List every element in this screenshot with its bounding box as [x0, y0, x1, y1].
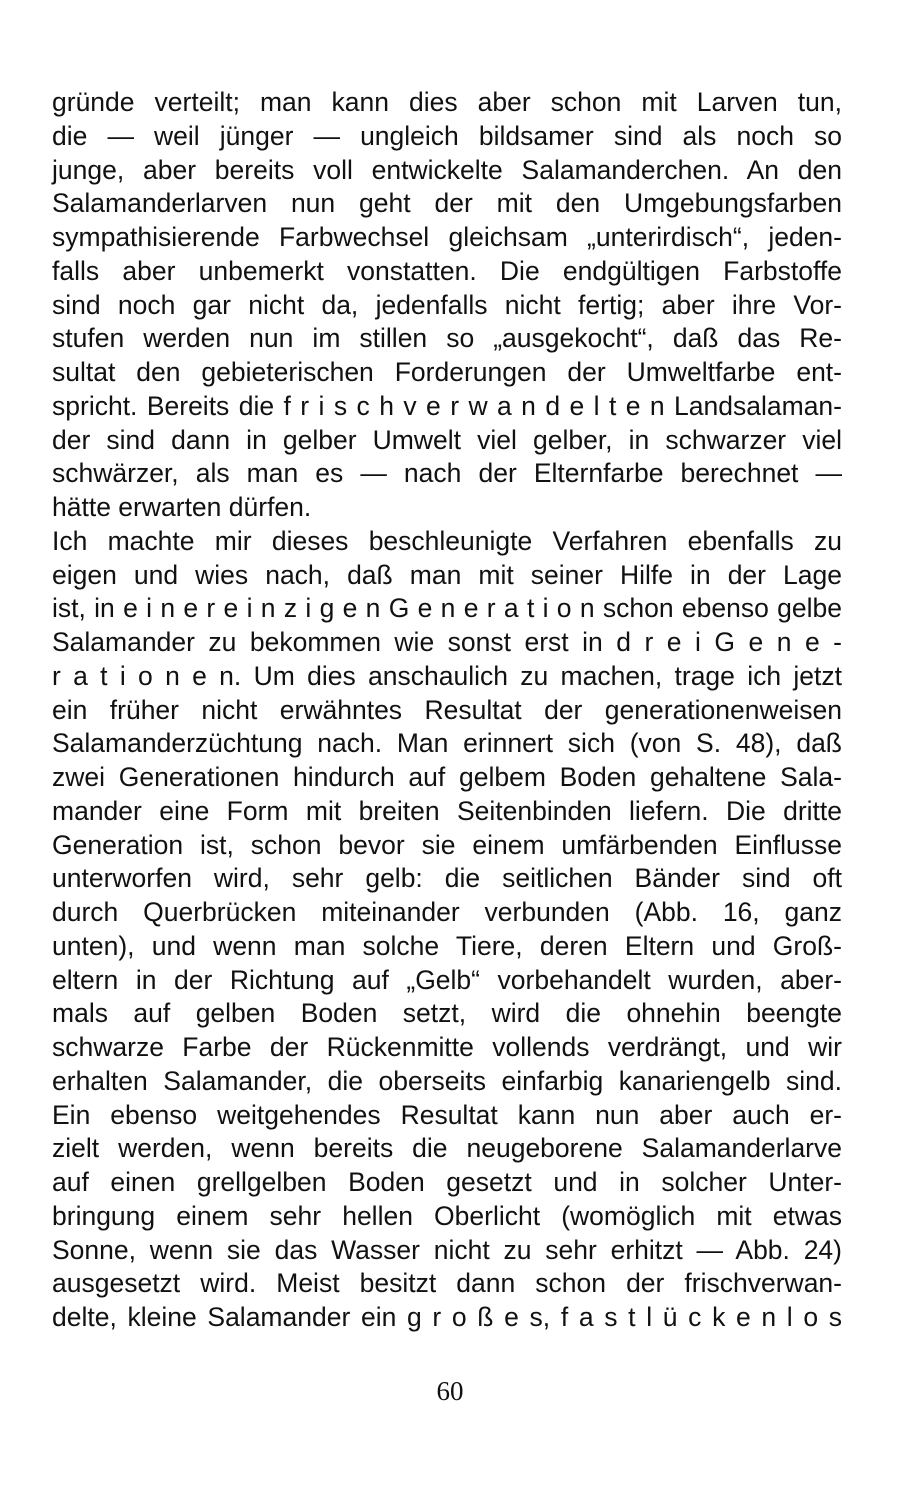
text-line: r a t i o n e n. Um dies anschaulich zu machen, trage ich jetzt: [52, 660, 842, 691]
text-line: mals auf gelben Boden setzt, wird die ohnehin beengte: [52, 998, 842, 1029]
text-line: stufen werden nun im stillen so „ausgekocht“, daß das Re-: [52, 323, 842, 354]
text-line: ausgesetzt wird. Meist besitzt dann schon der frischverwan-: [52, 1268, 842, 1299]
text-line: sind noch gar nicht da, jedenfalls nicht fertig; aber ihre Vor-: [52, 289, 842, 320]
text-line: gründe verteilt; man kann dies aber schon mit Larven tun,: [52, 87, 842, 117]
page-number: 60: [436, 1376, 464, 1406]
text-line: Salamander zu bekommen wie sonst erst in d r e i G e n e -: [52, 627, 842, 657]
text-line: die — weil jünger — ungleich bildsamer sind als noch so: [52, 120, 842, 151]
text-line: ist, in e i n e r e i n z i g e n G e n e r a t i o n schon ebenso gelbe: [52, 593, 842, 624]
text-line: unterworfen wird, sehr gelb: die seitlichen Bänder sind oft: [52, 863, 842, 894]
text-line: Salamanderzüchtung nach. Man erinnert sich (von S. 48), daß: [52, 728, 842, 759]
text-line: zielt werden, wenn bereits die neugeborene Salamanderlarve: [52, 1133, 842, 1164]
text-line: falls aber unbemerkt vonstatten. Die endgültigen Farbstoffe: [52, 255, 842, 286]
text-line: Generation ist, schon bevor sie einem umfärbenden Einflusse: [52, 829, 842, 860]
text-line: durch Querbrücken miteinander verbunden (Abb. 16, ganz: [52, 897, 842, 927]
text-line: delte, kleine Salamander ein g r o ß e s, f a s t l ü c k e n l o s: [52, 1302, 842, 1332]
text-line: zwei Generationen hindurch auf gelbem Boden gehaltene Sala-: [52, 762, 842, 792]
body-text: [52, 86, 842, 1335]
text-line: schwärzer, als man es — nach der Elternfarbe berechnet —: [52, 458, 842, 489]
text-line: auf einen grellgelben Boden gesetzt und in solcher Unter-: [52, 1167, 842, 1197]
text-line: hätte erwarten dürfen.: [52, 492, 312, 522]
text-line: spricht. Bereits die f r i s c h v e r w a n d e l t e n Landsalaman-: [52, 390, 842, 421]
text-line: sympathisierende Farbwechsel gleichsam „unterirdisch“, jeden-: [52, 222, 842, 252]
text-line: Ein ebenso weitgehendes Resultat kann nun aber auch er-: [52, 1099, 842, 1130]
text-line: mander eine Form mit breiten Seitenbinden liefern. Die dritte: [52, 795, 842, 826]
text-line: eigen und wies nach, daß man mit seiner Hilfe in der Lage: [52, 559, 842, 590]
text-line: schwarze Farbe der Rückenmitte vollends verdrängt, und wir: [52, 1032, 842, 1062]
text-line: ein früher nicht erwähntes Resultat der generationenweisen: [52, 694, 842, 725]
text-line: eltern in der Richtung auf „Gelb“ vorbehandelt wurden, aber-: [52, 964, 842, 995]
text-line: unten), und wenn man solche Tiere, deren Eltern und Groß-: [52, 930, 842, 961]
text-line: Sonne, wenn sie das Wasser nicht zu sehr erhitzt — Abb. 24): [52, 1234, 842, 1265]
text-line: Salamanderlarven nun geht der mit den Umgebungsfarben: [52, 188, 842, 219]
text-line: sultat den gebieterischen Forderungen der Umweltfarbe ent-: [52, 357, 842, 387]
text-line: bringung einem sehr hellen Oberlicht (womöglich mit etwas: [52, 1200, 842, 1231]
text-line: erhalten Salamander, die oberseits einfarbig kanariengelb sind.: [52, 1065, 842, 1096]
text-line: junge, aber bereits voll entwickelte Salamanderchen. An den: [52, 154, 842, 185]
text-line: Ich machte mir dieses beschleunigte Verfahren ebenfalls zu: [52, 525, 842, 556]
text-line: der sind dann in gelber Umwelt viel gelber, in schwarzer viel: [52, 424, 842, 455]
